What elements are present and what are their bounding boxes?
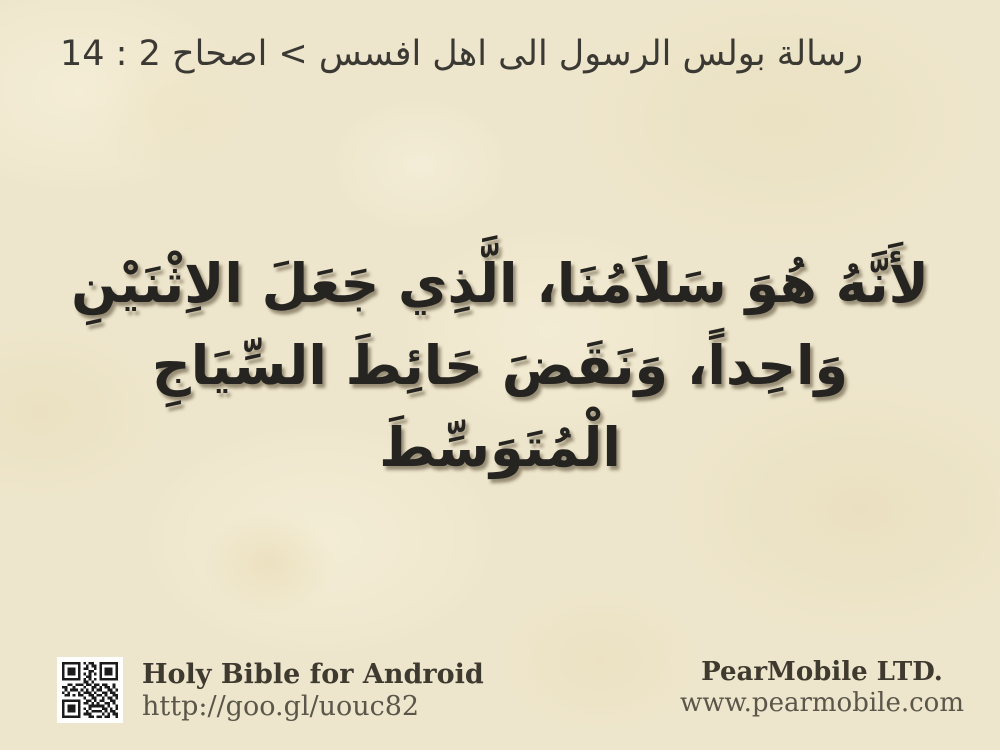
app-name: Holy Bible for Android — [142, 658, 484, 690]
verse-text-block — [0, 243, 1000, 489]
company-name: PearMobile LTD. — [701, 657, 943, 687]
book-chapter-reference: رسالة بولس الرسول الى اهل افسس > اصحاح 2 : 14 — [60, 34, 864, 74]
verse-line-3: الْمُتَوَسِّطَ — [379, 416, 621, 479]
qr-code-svg — [62, 662, 118, 718]
company-website: www.pearmobile.com — [679, 688, 964, 718]
verse-line-1: لأَنَّهُ هُوَ سَلاَمُنَا، الَّذِي جَعَلَ الاِثْنَيْنِ — [71, 252, 929, 315]
app-info — [142, 659, 484, 722]
verse-line-2: وَاحِداً، وَنَقَضَ حَائِطَ السِّيَاجِ — [151, 334, 849, 397]
qr-code-icon — [57, 657, 123, 723]
app-short-url: http://goo.gl/uouc82 — [142, 690, 420, 722]
footer-left — [57, 657, 484, 723]
footer-right — [680, 657, 964, 718]
